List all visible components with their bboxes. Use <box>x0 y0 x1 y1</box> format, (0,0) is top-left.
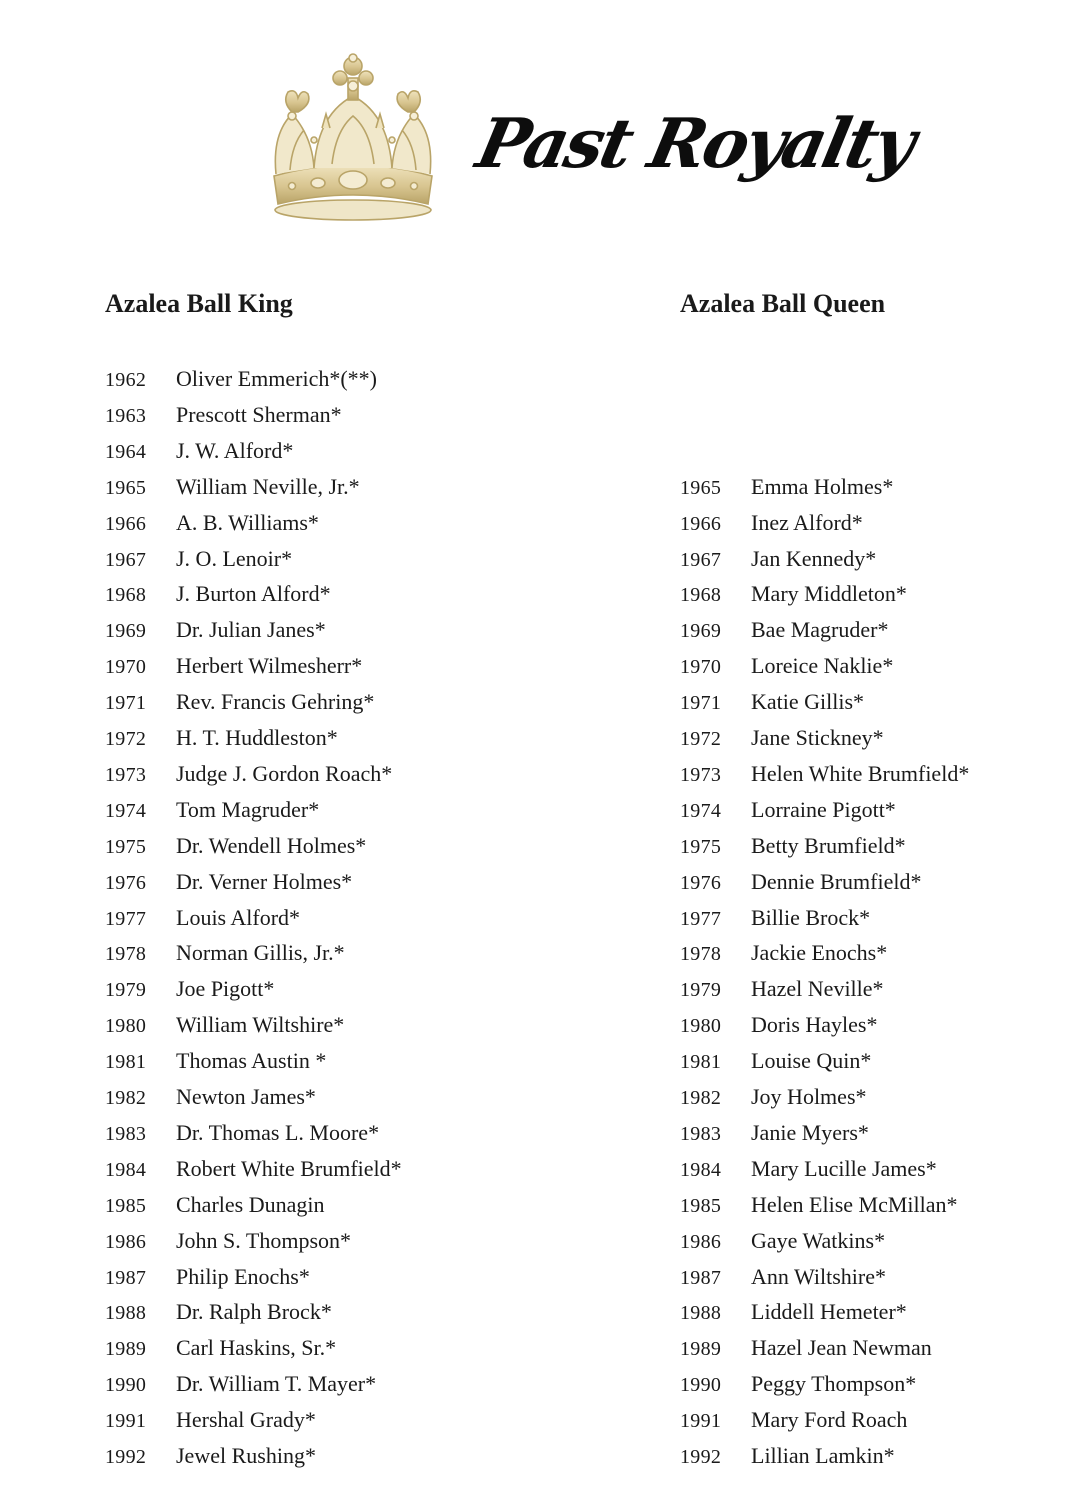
entry-year: 1971 <box>680 692 722 715</box>
entry-year: 1989 <box>105 1338 147 1361</box>
entry-year: 1990 <box>105 1374 147 1397</box>
entry-name: Jane Stickney* <box>751 725 884 750</box>
page-header <box>0 0 1067 240</box>
entry-name: William Wiltshire* <box>176 1012 345 1038</box>
list-item <box>680 1294 907 1330</box>
list-item <box>105 648 362 684</box>
list-item <box>680 576 907 612</box>
entry-year: 1983 <box>105 1122 147 1145</box>
entry-name: Newton James* <box>176 1084 316 1109</box>
entry-name: Hazel Neville* <box>751 976 884 1002</box>
list-item <box>680 1079 867 1115</box>
list-item <box>105 1366 376 1402</box>
entry-year: 1987 <box>680 1266 722 1289</box>
list-item <box>680 1187 958 1223</box>
entry-name: Lorraine Pigott* <box>751 796 896 822</box>
list-item <box>105 1115 379 1151</box>
list-item <box>105 361 377 397</box>
entry-year: 1983 <box>680 1122 722 1145</box>
entry-year: 1989 <box>680 1338 722 1361</box>
entry-name: William Neville, Jr.* <box>176 473 360 499</box>
entry-name: Lillian Lamkin* <box>751 1443 895 1468</box>
entry-year: 1966 <box>680 512 722 535</box>
list-item <box>105 864 352 900</box>
entry-name: Philip Enochs* <box>176 1263 310 1289</box>
list-item <box>105 433 293 469</box>
list-item <box>105 1330 336 1366</box>
list-item <box>680 792 896 828</box>
list-item <box>105 576 331 612</box>
entry-year: 1978 <box>105 943 147 966</box>
entry-year: 1992 <box>680 1446 722 1468</box>
entry-year: 1979 <box>680 979 722 1002</box>
entry-year: 1981 <box>105 1051 147 1074</box>
list-item <box>105 505 319 541</box>
entry-year: 1977 <box>680 907 722 930</box>
list-item <box>105 1043 326 1079</box>
entry-year: 1977 <box>105 907 147 930</box>
page-title: Past Royalty <box>470 104 920 184</box>
entry-name: Dr. William T. Mayer* <box>176 1371 377 1397</box>
entry-year: 1973 <box>105 763 147 786</box>
entry-name: H. T. Huddleston* <box>176 725 338 750</box>
entry-name: Liddell Hemeter* <box>751 1299 907 1325</box>
entry-name: Dr. Julian Janes* <box>176 617 326 643</box>
list-item <box>680 828 906 864</box>
entry-name: A. B. Williams* <box>176 509 319 535</box>
entry-name: Robert White Brumfield* <box>176 1155 402 1181</box>
entry-name: Joe Pigott* <box>176 976 275 1002</box>
kings-column <box>105 286 525 1468</box>
entry-name: Mary Lucille James* <box>751 1155 937 1181</box>
entry-name: Jackie Enochs* <box>751 940 888 966</box>
list-item <box>680 1259 886 1295</box>
list-item <box>105 792 319 828</box>
list-item <box>105 684 374 720</box>
entry-year: 1972 <box>105 728 147 750</box>
list-item <box>680 756 969 792</box>
entry-year: 1990 <box>680 1374 722 1397</box>
entry-name: J. O. Lenoir* <box>176 545 293 571</box>
entry-year: 1972 <box>680 728 722 750</box>
list-item <box>105 397 342 433</box>
list-item <box>105 1438 316 1474</box>
entry-year: 1974 <box>105 799 147 822</box>
entry-year: 1991 <box>680 1410 722 1433</box>
entry-name: Judge J. Gordon Roach* <box>176 760 393 786</box>
list-item <box>680 648 893 684</box>
list-item <box>105 612 326 648</box>
list-item <box>105 1187 324 1223</box>
entry-name: Joy Holmes* <box>751 1084 867 1109</box>
queens-column <box>680 286 1067 1468</box>
entry-name: Emma Holmes* <box>751 473 894 499</box>
entry-name: Billie Brock* <box>751 904 871 930</box>
entry-name: Helen Elise McMillan* <box>751 1191 958 1217</box>
list-item <box>680 1151 937 1187</box>
entry-name: Norman Gillis, Jr.* <box>176 940 345 966</box>
entry-year: 1967 <box>105 548 147 571</box>
entry-year: 1986 <box>105 1230 147 1253</box>
entry-name: Louis Alford* <box>176 904 301 930</box>
entry-year: 1963 <box>105 404 147 427</box>
entry-name: Herbert Wilmesherr* <box>176 653 363 679</box>
entry-year: 1962 <box>105 369 147 391</box>
entry-year: 1975 <box>680 835 722 858</box>
list-item <box>105 971 274 1007</box>
entry-name: John S. Thompson* <box>176 1227 352 1253</box>
entry-name: Louise Quin* <box>751 1048 872 1074</box>
list-item <box>680 900 870 936</box>
entry-name: Doris Hayles* <box>751 1012 878 1038</box>
entry-year: 1967 <box>680 548 722 571</box>
entry-year: 1975 <box>105 835 147 858</box>
entry-year: 1988 <box>105 1302 147 1325</box>
entry-name: Dr. Thomas L. Moore* <box>176 1119 380 1145</box>
entry-year: 1976 <box>680 871 722 894</box>
entry-year: 1971 <box>105 692 147 715</box>
entry-name: Thomas Austin * <box>176 1048 327 1074</box>
list-item <box>680 720 884 756</box>
entry-name: J. Burton Alford* <box>176 581 331 607</box>
entry-year: 1976 <box>105 871 147 894</box>
entry-name: Hershal Grady* <box>176 1407 316 1433</box>
entry-name: Charles Dunagin <box>176 1191 325 1217</box>
list-item <box>680 1115 869 1151</box>
list-item <box>105 541 292 577</box>
queens-heading: Azalea Ball Queen <box>680 289 886 318</box>
list-item <box>680 1366 916 1402</box>
list-item <box>105 935 345 971</box>
list-item <box>105 1294 332 1330</box>
entry-name: Mary Middleton* <box>751 581 907 607</box>
entry-year: 1982 <box>680 1087 722 1109</box>
list-item <box>105 1223 351 1259</box>
entry-name: Ann Wiltshire* <box>751 1263 886 1289</box>
entry-name: Gaye Watkins* <box>751 1227 886 1253</box>
entry-year: 1979 <box>105 979 147 1002</box>
entry-year: 1984 <box>680 1158 722 1181</box>
entry-name: Bae Magruder* <box>751 617 889 643</box>
list-item <box>105 1007 344 1043</box>
entry-year: 1988 <box>680 1302 722 1325</box>
entry-name: Betty Brumfield* <box>751 832 906 858</box>
entry-year: 1978 <box>680 943 722 966</box>
list-item <box>680 1223 885 1259</box>
entry-year: 1980 <box>105 1015 147 1038</box>
entry-year: 1966 <box>105 512 147 535</box>
entry-year: 1965 <box>680 476 722 499</box>
list-item <box>680 612 888 648</box>
entry-name: Dr. Ralph Brock* <box>176 1299 332 1325</box>
entry-name: Loreice Naklie* <box>751 653 894 679</box>
entry-name: Dr. Verner Holmes* <box>176 868 353 894</box>
list-item <box>680 684 864 720</box>
entry-year: 1985 <box>105 1194 147 1217</box>
list-item <box>680 1043 871 1079</box>
entry-year: 1992 <box>105 1446 147 1468</box>
entry-year: 1984 <box>105 1158 147 1181</box>
crown-icon <box>252 44 454 222</box>
entry-name: Mary Ford Roach <box>751 1407 908 1433</box>
entry-year: 1991 <box>105 1410 147 1433</box>
list-item <box>105 1402 316 1438</box>
entry-name: Jewel Rushing* <box>176 1443 316 1468</box>
list-item <box>105 828 366 864</box>
entry-name: Dr. Wendell Holmes* <box>176 832 367 858</box>
list-item <box>105 469 360 505</box>
entry-name: Peggy Thompson* <box>751 1371 917 1397</box>
entry-year: 1968 <box>105 584 147 607</box>
entry-name: J. W. Alford* <box>176 437 294 463</box>
entry-year: 1964 <box>105 440 147 463</box>
entry-year: 1970 <box>680 656 722 679</box>
list-item <box>105 756 392 792</box>
entry-name: Inez Alford* <box>751 509 863 535</box>
entry-name: Helen White Brumfield* <box>751 760 970 786</box>
entry-year: 1968 <box>680 584 722 607</box>
list-item <box>105 1151 402 1187</box>
entry-year: 1981 <box>680 1051 722 1074</box>
list-item <box>105 900 300 936</box>
entry-year: 1986 <box>680 1230 722 1253</box>
entry-name: Hazel Jean Newman <box>751 1335 932 1361</box>
entry-year: 1987 <box>105 1266 147 1289</box>
list-item <box>680 935 887 971</box>
entry-name: Carl Haskins, Sr.* <box>176 1335 337 1361</box>
list-item <box>680 864 921 900</box>
entry-year: 1980 <box>680 1015 722 1038</box>
list-item <box>105 1259 310 1295</box>
entry-year: 1965 <box>105 476 147 499</box>
entry-name: Janie Myers* <box>751 1119 869 1145</box>
list-item <box>680 971 884 1007</box>
entry-name: Katie Gillis* <box>751 689 865 715</box>
entry-year: 1985 <box>680 1194 722 1217</box>
entry-name: Dennie Brumfield* <box>751 868 922 894</box>
kings-heading: Azalea Ball King <box>105 289 293 318</box>
entry-year: 1973 <box>680 763 722 786</box>
list-item <box>680 505 863 541</box>
list-item <box>680 1438 895 1474</box>
entry-year: 1970 <box>105 656 147 679</box>
list-item <box>105 1079 316 1115</box>
list-item <box>680 1007 877 1043</box>
list-item <box>680 469 893 505</box>
list-item <box>680 1402 907 1438</box>
entry-name: Tom Magruder* <box>176 796 320 822</box>
list-item <box>680 1330 932 1366</box>
entry-year: 1974 <box>680 799 722 822</box>
entry-name: Oliver Emmerich*(**) <box>176 366 377 391</box>
entry-year: 1969 <box>105 620 147 643</box>
entry-year: 1969 <box>680 620 722 643</box>
entry-name: Prescott Sherman* <box>176 401 342 427</box>
entry-name: Rev. Francis Gehring* <box>176 689 375 715</box>
list-item <box>105 720 338 756</box>
entry-name: Jan Kennedy* <box>751 545 877 571</box>
list-item <box>680 541 876 577</box>
entry-year: 1982 <box>105 1087 147 1109</box>
